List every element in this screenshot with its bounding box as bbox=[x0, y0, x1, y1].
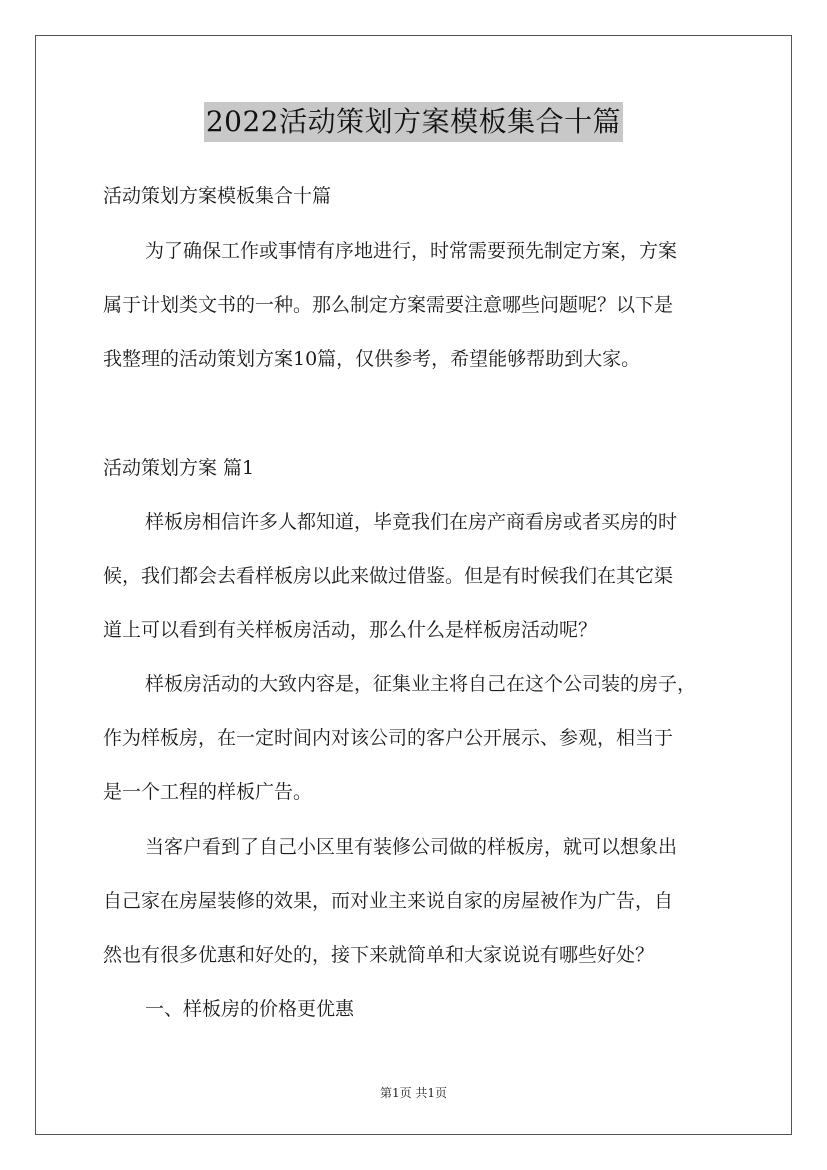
para2-line-3: 是一个工程的样板广告。 bbox=[103, 781, 313, 803]
intro-line-2: 属于计划类文书的一种。那么制定方案需要注意哪些问题呢？以下是 bbox=[103, 294, 674, 316]
document-title: 2022活动策划方案模板集合十篇 bbox=[204, 102, 623, 142]
para3-line-2: 自己家在房屋装修的效果，而对业主来说自家的房屋被作为广告，自 bbox=[103, 890, 674, 912]
para2-line-2: 作为样板房，在一定时间内对该公司的客户公开展示、参观，相当于 bbox=[103, 727, 674, 749]
page-footer: 第1页 共1页 bbox=[379, 1086, 448, 1100]
item-1-heading: 一、样板房的价格更优惠 bbox=[145, 998, 355, 1020]
document-subtitle: 活动策划方案模板集合十篇 bbox=[103, 185, 332, 207]
para1-line-1: 样板房相信许多人都知道，毕竟我们在房产商看房或者买房的时 bbox=[145, 511, 678, 533]
para1-line-2: 候，我们都会去看样板房以此来做过借鉴。但是有时候我们在其它渠 bbox=[103, 565, 674, 587]
para3-line-3: 然也有很多优惠和好处的，接下来就简单和大家说说有哪些好处？ bbox=[103, 944, 655, 966]
title-container bbox=[0, 102, 827, 142]
intro-line-1: 为了确保工作或事情有序地进行，时常需要预先制定方案，方案 bbox=[145, 240, 678, 262]
intro-line-3: 我整理的活动策划方案10篇，仅供参考，希望能够帮助到大家。 bbox=[103, 348, 641, 370]
section-heading: 活动策划方案 篇1 bbox=[103, 457, 255, 479]
para1-line-3: 道上可以看到有关样板房活动，那么什么是样板房活动呢？ bbox=[103, 619, 598, 641]
para3-line-1: 当客户看到了自己小区里有装修公司做的样板房，就可以想象出 bbox=[145, 836, 678, 858]
para2-line-1: 样板房活动的大致内容是，征集业主将自己在这个公司装的房子， bbox=[145, 673, 697, 695]
